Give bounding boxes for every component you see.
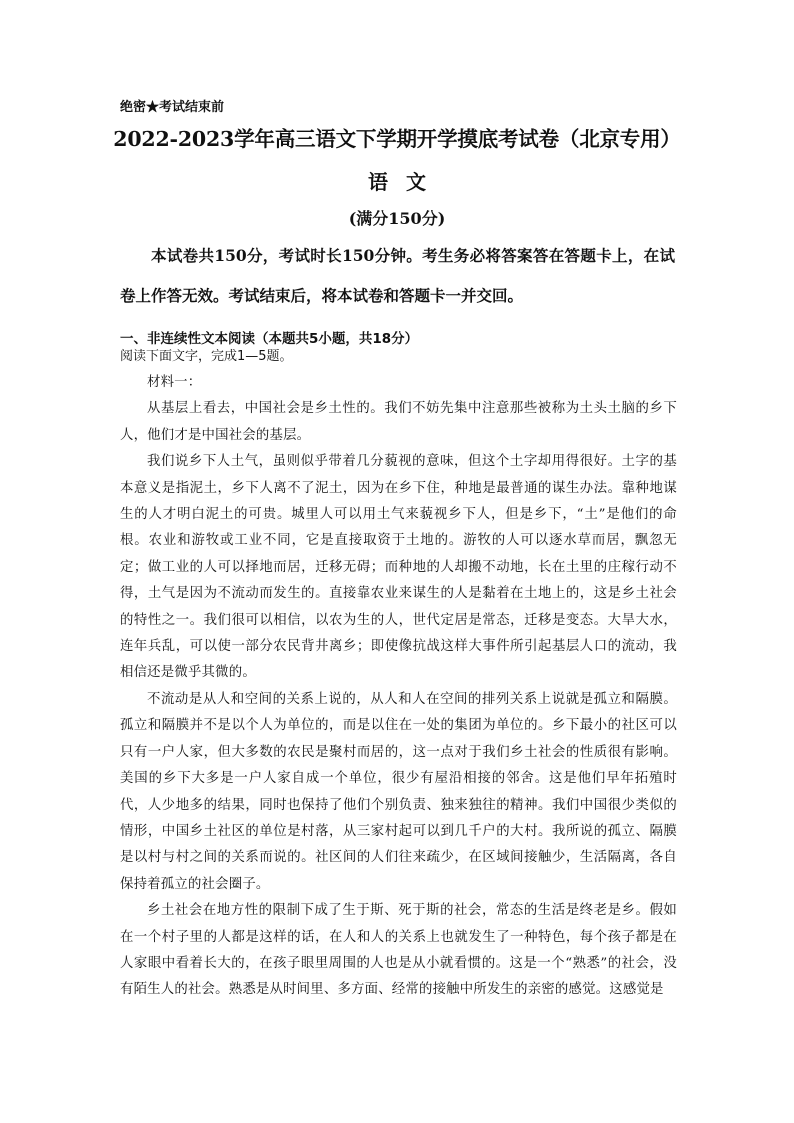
subject-title: 语文 xyxy=(368,170,444,194)
material-label: 材料一： xyxy=(147,375,202,390)
full-score: (满分150分) xyxy=(348,209,446,228)
exam-notice: 本试卷共150分，考试时长150分钟。考生务必将答案答在答题卡上，在试卷上作答无效。考试结束后，将本试卷和答题卡一并交回。 xyxy=(120,246,675,305)
section-instruction: 阅读下面文字，完成1—5题。 xyxy=(120,349,293,364)
material-text xyxy=(120,370,677,1004)
paragraph: 从基层上看去，中国社会是乡土性的。我们不妨先集中注意那些被称为土头土脑的乡下人，他们才是中国社会的基层。 xyxy=(120,401,677,443)
section-heading: 一、非连续性文本阅读（本题共5小题，共18分） xyxy=(120,331,419,347)
exam-title: 2022-2023学年高三语文下学期开学摸底考试卷（北京专用） xyxy=(113,127,681,151)
paragraph: 乡土社会在地方性的限制下成了生于斯、死于斯的社会，常态的生活是终老是乡。假如在一个村子里的人都是这样的话，在人和人的关系上也就发生了一种特色，每个孩子都是在人家眼中看着长大的，在孩子眼里周围的人也是从小就看惯的。这是一个“熟悉”的社会，没有陌生人的社会。熟悉是从时间里、多方面、经常的接触中所发生的亲密的感觉。这感觉是 xyxy=(120,903,677,998)
paragraph: 不流动是从人和空间的关系上说的，从人和人在空间的排列关系上说就是孤立和隔膜。孤立和隔膜并不是以个人为单位的，而是以住在一处的集团为单位的。乡下最小的社区可以只有一户人家，但大多数的农民是聚村而居的，这一点对于我们乡土社会的性质很有影响。美国的乡下大多是一户人家自成一个单位，很少有屋沿相接的邻舍。这是他们早年拓殖时代，人少地多的结果，同时也保持了他们个别负责、独来独往的精神。我们中国很少类似的情形，中国乡土社区的单位是村落，从三家村起可以到几千户的大村。我所说的孤立、隔膜是以村与村之间的关系而说的。社区间的人们往来疏少，在区域间接触少，生活隔离，各自保持着孤立的社会圈子。 xyxy=(120,691,677,892)
paragraph: 我们说乡下人土气，虽则似乎带着几分藐视的意味，但这个土字却用得很好。土字的基本意义是指泥土，乡下人离不了泥土，因为在乡下住，种地是最普通的谋生办法。靠种地谋生的人才明白泥土的可贵。城里人可以用土气来藐视乡下人，但是乡下，“土”是他们的命根。农业和游牧或工业不同，它是直接取资于土地的。游牧的人可以逐水草而居，飘忽无定；做工业的人可以择地而居，迁移无碍；而种地的人却搬不动地，长在土里的庄稼行动不得，土气是因为不流动而发生的。直接靠农业来谋生的人是黏着在土地上的，这是乡土社会的特性之一。我们很可以相信，以农为生的人，世代定居是常态，迁移是变态。大旱大水，连年兵乱，可以使一部分农民背井离乡；即使像抗战这样大事件所引起基层人口的流动，我相信还是微乎其微的。 xyxy=(120,454,677,681)
confidential-mark: 绝密★考试结束前 xyxy=(120,100,225,115)
